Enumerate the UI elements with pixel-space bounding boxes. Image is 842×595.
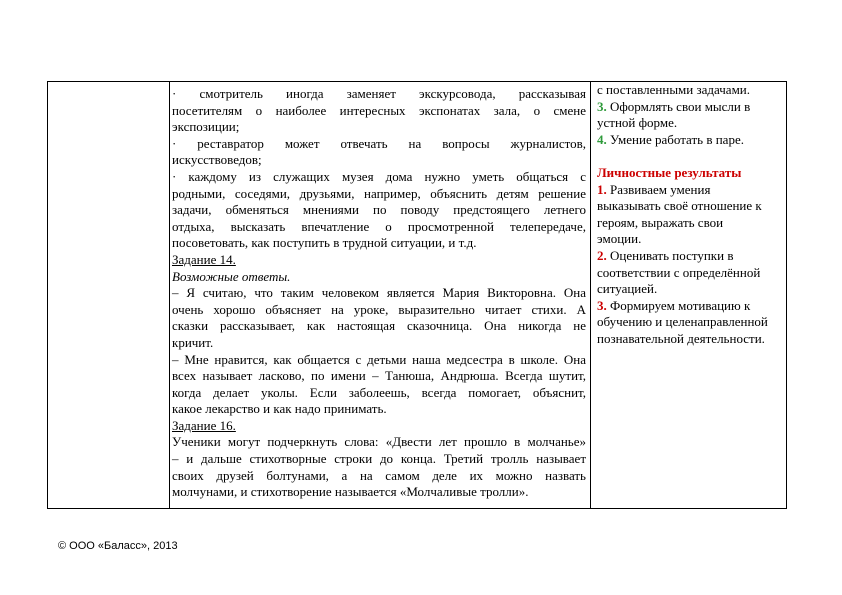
- text-line: познавательной деятельности.: [597, 330, 765, 346]
- text-line: родными, соседями, друзьями, например, объяснить детям решение: [172, 185, 586, 201]
- text-line: – и дальше стихотворные строки до конца. Третий тролль называет: [172, 451, 586, 467]
- text-line: с поставленными задачами.: [597, 82, 750, 97]
- content-table: [47, 81, 787, 509]
- text-line: выказывать своё отношение к: [597, 198, 762, 214]
- text-line: · каждому из служащих музея дома нужно уметь общаться с: [172, 168, 586, 184]
- possible-answers-label: Возможные ответы.: [172, 268, 291, 284]
- text-line: Оформлять свои мысли в: [610, 98, 751, 114]
- text-line: Оценивать поступки в: [610, 247, 734, 263]
- task-heading: Задание 16.: [172, 417, 236, 433]
- text-line: искусствоведов;: [172, 152, 262, 168]
- text-line: своих друзей болтунами, а на самом деле их можно назвать: [172, 467, 586, 483]
- text-line: · реставратор может отвечать на вопросы журналистов,: [172, 135, 586, 151]
- text-line: эмоции.: [597, 231, 642, 247]
- text-line: Умение работать в паре.: [610, 131, 744, 147]
- personal-results-heading: Личностные результаты: [597, 164, 742, 180]
- text-line: когда делает уколы. Если заболеешь, всегда помогает, объяснит,: [172, 384, 586, 400]
- text-line: · смотритель иногда заменяет экскурсовода, рассказывая: [172, 86, 586, 101]
- text-line: экспозиции;: [172, 119, 240, 135]
- text-line: посоветовать, как поступить в трудной ситуации, и т.д.: [172, 235, 477, 251]
- text-line: ситуацией.: [597, 281, 658, 297]
- text-line: – Я считаю, что таким человеком является Мария Викторовна. Она: [172, 285, 586, 301]
- item-number: 3.: [597, 297, 607, 313]
- text-line: Формируем мотивацию к: [610, 297, 751, 313]
- text-line: всех называет ласково, по имени – Танюша, Андрюша. Всегда шутит,: [172, 368, 586, 384]
- item-number: 1.: [597, 181, 607, 197]
- text-line: сказки рассказывает, как настоящая сказочница. Она никогда не: [172, 318, 586, 334]
- text-line: героям, выражать свои: [597, 214, 724, 230]
- text-line: молчунами, и стихотворение называется «Молчаливые тролли».: [172, 484, 529, 500]
- text-line: устной форме.: [597, 115, 678, 131]
- results-column: [597, 82, 784, 348]
- copyright-footer: © ООО «Баласс», 2013: [58, 540, 178, 552]
- task-heading: Задание 14.: [172, 251, 236, 267]
- item-number: 4.: [597, 131, 607, 147]
- text-line: кричит.: [172, 334, 214, 350]
- text-line: задачи, обменяться мнениями по поводу предстоящего летнего: [172, 202, 586, 218]
- item-number: 2.: [597, 247, 607, 263]
- item-number: 3.: [597, 98, 607, 114]
- text-line: Развиваем умения: [610, 181, 711, 197]
- column-divider: [590, 82, 591, 508]
- answers-column: [172, 86, 586, 501]
- text-line: отдыха, высказать впечатление о просмотренной телепередаче,: [172, 218, 586, 234]
- text-line: какое лекарство и как надо принимать.: [172, 401, 387, 417]
- text-line: соответствии с определённой: [597, 264, 761, 280]
- text-line: Ученики могут подчеркнуть слова: «Двести лет прошло в молчанье»: [172, 434, 586, 450]
- text-line: обучению и целенаправленной: [597, 314, 768, 330]
- text-line: очень хорошо объясняет на уроке, выразительно читает стихи. А: [172, 301, 586, 317]
- text-line: – Мне нравится, как общается с детьми наша медсестра в школе. Она: [172, 351, 586, 367]
- column-divider: [169, 82, 170, 508]
- text-line: посетителям о наиболее интересных экспонатах зала, о смене: [172, 102, 586, 118]
